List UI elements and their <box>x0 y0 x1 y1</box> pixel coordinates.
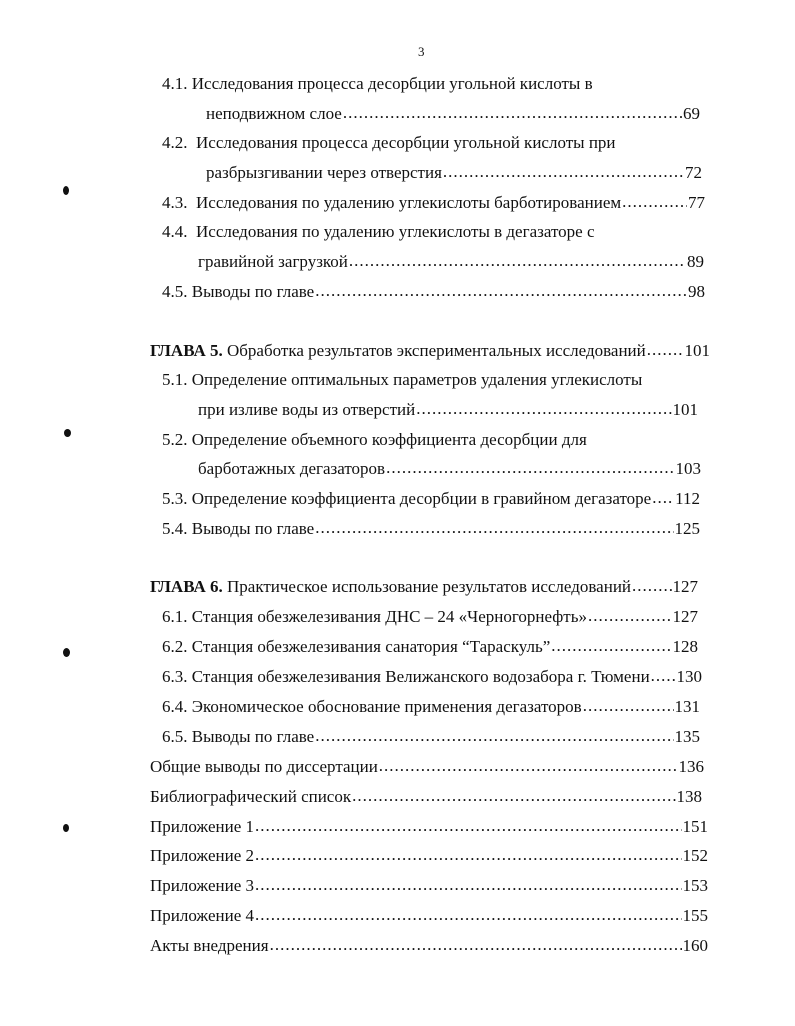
toc-entry-6-5 <box>162 726 700 748</box>
leader-dots <box>270 934 682 956</box>
leader-dots <box>652 487 674 509</box>
entry-title-cont: гравийной загрузкой <box>198 252 348 271</box>
entry-title: 6.3. Станция обезжелезивания Велижанского водозабора г. Тюмени <box>162 667 650 686</box>
page-number: 3 <box>418 44 425 59</box>
entry-page: 136 <box>678 757 704 776</box>
entry-number: 5.2. <box>162 430 188 449</box>
leader-dots <box>632 575 671 597</box>
entry-title-cont: неподвижном слое <box>206 104 342 123</box>
leader-dots <box>416 398 671 420</box>
scan-mark <box>63 648 70 657</box>
entry-title: Общие выводы по диссертации <box>150 757 378 776</box>
entry-title: Определение объемного коэффициента десорбции для <box>191 430 587 449</box>
toc-entry-4-4 <box>162 221 595 243</box>
entry-page: 135 <box>674 727 700 746</box>
entry-title: Исследования процесса десорбции угольной кислоты в <box>191 74 593 93</box>
entry-page: 130 <box>676 667 702 686</box>
entry-page: 155 <box>682 906 708 925</box>
entry-page: 112 <box>675 489 700 508</box>
toc-bibliography <box>150 786 702 808</box>
leader-dots <box>315 517 673 539</box>
scan-mark <box>64 429 71 437</box>
leader-dots <box>583 695 674 717</box>
scan-mark <box>63 824 69 832</box>
entry-page: 98 <box>688 282 705 301</box>
toc-entry-5-1-cont <box>198 399 698 421</box>
scan-mark <box>63 186 69 195</box>
toc-appendix-2 <box>150 845 708 867</box>
entry-title: 5.4. Выводы по главе <box>162 519 315 538</box>
toc-entry-5-3 <box>162 488 700 510</box>
entry-page: 151 <box>682 817 708 836</box>
entry-title: Приложение 1 <box>150 817 254 836</box>
leader-dots <box>255 815 682 837</box>
toc-entry-4-2 <box>162 132 616 154</box>
leader-dots <box>352 785 675 807</box>
entry-page: 138 <box>676 787 702 806</box>
entry-title: 6.1. Станция обезжелезивания ДНС – 24 «Черногорнефть» <box>162 607 587 626</box>
toc-appendix-4 <box>150 905 708 927</box>
toc-entry-6-4 <box>162 696 700 718</box>
entry-page: 125 <box>674 519 700 538</box>
leader-dots <box>651 665 676 687</box>
entry-title: 6.4. Экономическое обоснование применения дегазаторов <box>162 697 582 716</box>
chapter-title: ГЛАВА 6. Практическое использование результатов исследований <box>150 577 632 596</box>
entry-title: Исследования процесса десорбции угольной кислоты при <box>196 133 616 152</box>
toc-entry-5-2 <box>162 429 587 451</box>
entry-number: 4.4. <box>162 222 188 241</box>
leader-dots <box>255 904 682 926</box>
entry-title-cont: при изливе воды из отверстий <box>198 400 416 419</box>
entry-title: Приложение 3 <box>150 876 254 895</box>
leader-dots <box>255 844 682 866</box>
entry-page: 77 <box>688 193 705 212</box>
leader-dots <box>379 755 678 777</box>
toc-entry-6-1 <box>162 606 698 628</box>
toc-conclusions <box>150 756 704 778</box>
entry-title-cont: разбрызгивании через отверстия <box>206 163 442 182</box>
leader-dots <box>551 635 671 657</box>
toc-entry-4-1-cont <box>206 103 700 125</box>
toc-appendix-1 <box>150 816 708 838</box>
leader-dots <box>622 191 687 213</box>
entry-title: Приложение 4 <box>150 906 254 925</box>
entry-page: 72 <box>685 163 702 182</box>
entry-title: Исследования по удалению углекислоты в дегазаторе с <box>196 222 595 241</box>
leader-dots <box>349 250 686 272</box>
leader-dots <box>315 725 673 747</box>
toc-entry-4-3 <box>162 192 705 214</box>
toc-appendix-3 <box>150 875 708 897</box>
entry-page: 152 <box>682 846 708 865</box>
leader-dots <box>255 874 682 896</box>
entry-title: 4.3. Исследования по удалению углекислоты барботированием <box>162 193 622 212</box>
entry-title: Определение оптимальных параметров удаления углекислоты <box>191 370 643 389</box>
entry-page: 89 <box>687 252 704 271</box>
entry-page: 160 <box>682 936 708 955</box>
toc-entry-5-2-cont <box>198 458 701 480</box>
entry-page: 128 <box>672 637 698 656</box>
entry-title: 4.5. Выводы по главе <box>162 282 315 301</box>
entry-number: 5.1. <box>162 370 188 389</box>
entry-title: Библиографический список <box>150 787 352 806</box>
toc-entry-6-2 <box>162 636 698 658</box>
leader-dots <box>588 605 672 627</box>
toc-entry-6-3 <box>162 666 702 688</box>
entry-page: 127 <box>672 607 698 626</box>
leader-dots <box>315 280 687 302</box>
leader-dots <box>343 102 682 124</box>
leader-dots <box>443 161 684 183</box>
entry-title: 5.3. Определение коэффициента десорбции в гравийном дегазаторе <box>162 489 652 508</box>
toc-implementation-acts <box>150 935 708 957</box>
entry-page: 69 <box>683 104 700 123</box>
toc-entry-4-2-cont <box>206 162 702 184</box>
entry-title: 6.5. Выводы по главе <box>162 727 315 746</box>
entry-page: 153 <box>682 876 708 895</box>
toc-entry-4-4-cont <box>198 251 704 273</box>
toc-entry-5-4 <box>162 518 700 540</box>
entry-title-cont: барботажных дегазаторов <box>198 459 386 478</box>
toc-entry-5-1 <box>162 369 642 391</box>
entry-page: 101 <box>672 400 698 419</box>
leader-dots <box>386 457 674 479</box>
entry-page: 127 <box>672 577 698 596</box>
toc-entry-4-5 <box>162 281 705 303</box>
chapter-title: ГЛАВА 5. Обработка результатов экспериментальных исследований <box>150 341 646 360</box>
entry-page: 101 <box>684 341 710 360</box>
entry-title: 6.2. Станция обезжелезивания санатория “Тараскуль” <box>162 637 551 656</box>
leader-dots <box>647 339 684 361</box>
entry-title: Приложение 2 <box>150 846 254 865</box>
toc-entry-4-1 <box>162 73 593 95</box>
entry-number: 4.1. <box>162 74 188 93</box>
entry-number: 4.2. <box>162 133 188 152</box>
entry-title: Акты внедрения <box>150 936 269 955</box>
entry-page: 103 <box>675 459 701 478</box>
toc-chapter-6 <box>150 576 698 598</box>
toc-chapter-5 <box>150 340 710 362</box>
entry-page: 131 <box>674 697 700 716</box>
